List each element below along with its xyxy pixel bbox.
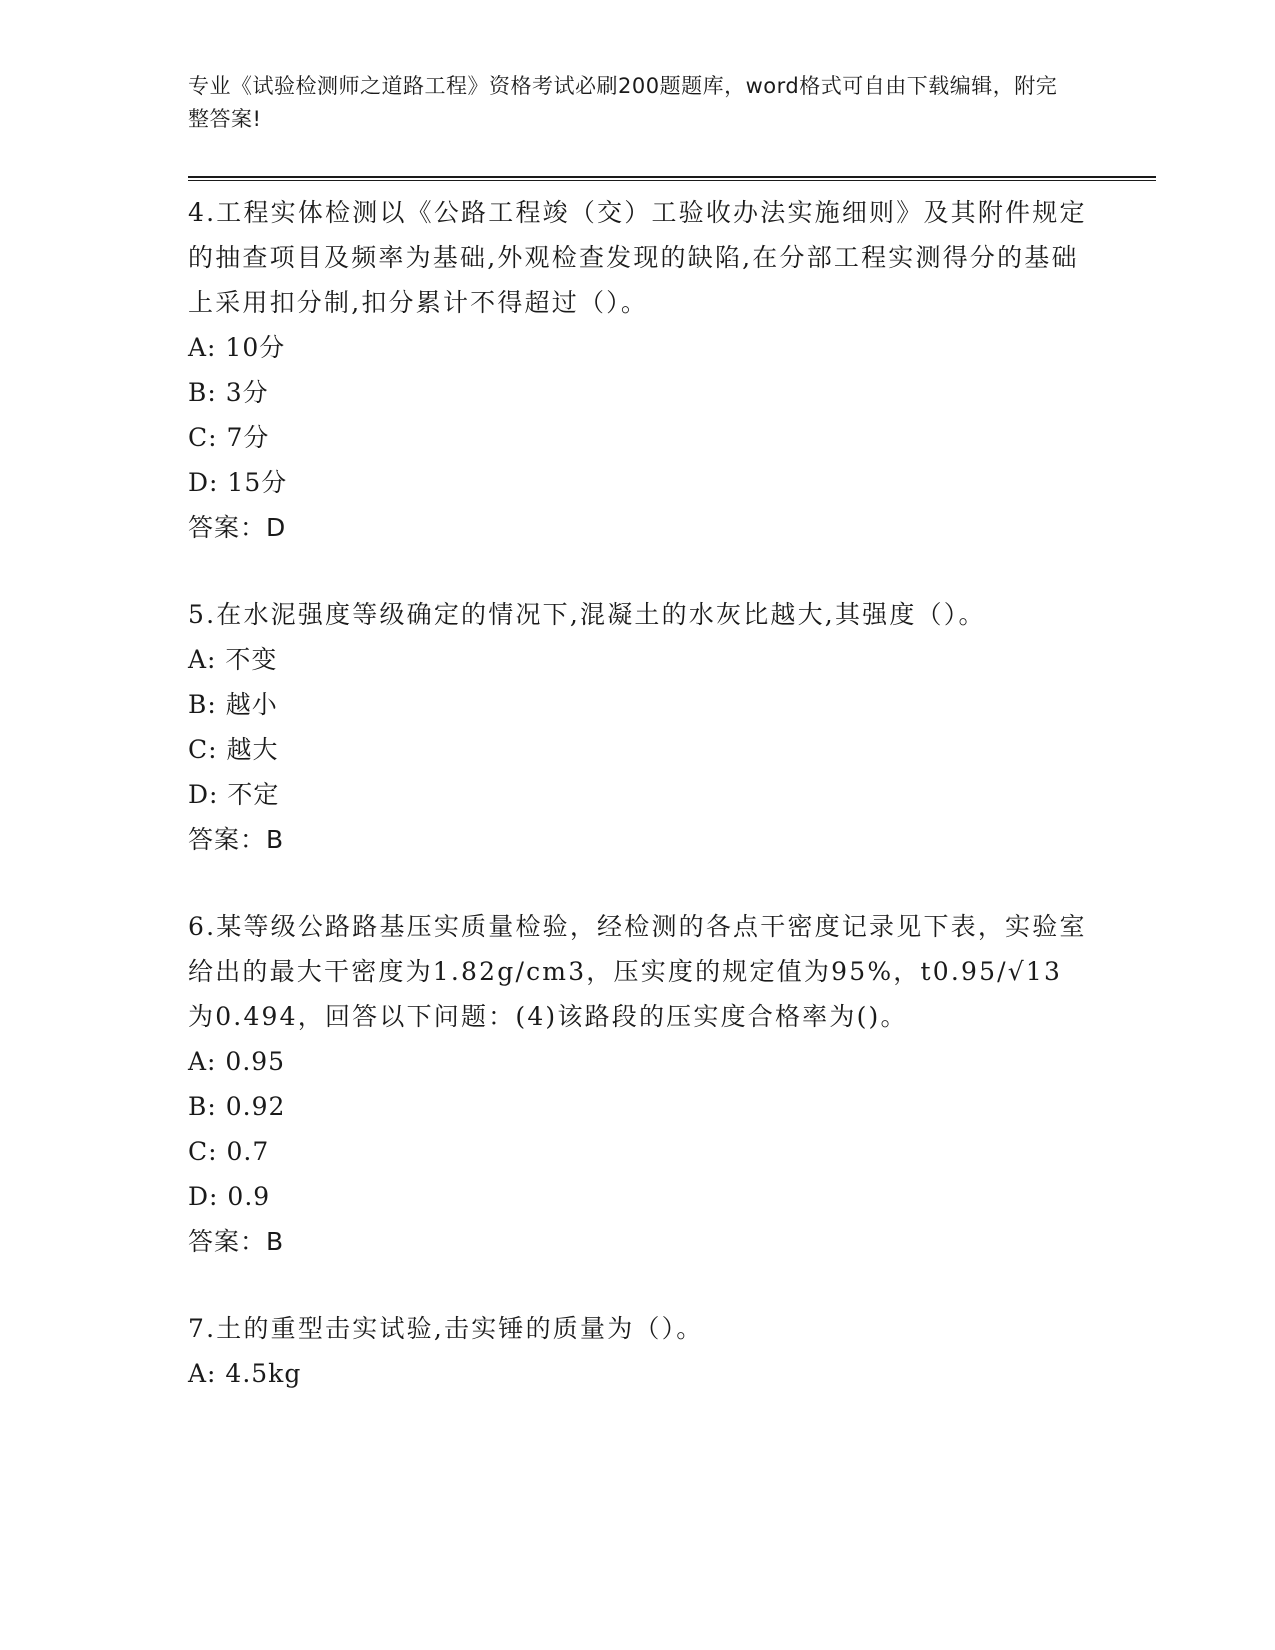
option-d: D: 0.9 bbox=[188, 1182, 271, 1211]
answer-line: 答案：B bbox=[188, 825, 285, 854]
option-c: C: 0.7 bbox=[188, 1137, 270, 1166]
option-b: B: 3分 bbox=[188, 378, 269, 407]
question-stem: 5.在水泥强度等级确定的情况下,混凝土的水灰比越大,其强度（）。 bbox=[188, 600, 986, 629]
header-divider bbox=[188, 176, 1156, 181]
option-a: A: 4.5kg bbox=[188, 1359, 302, 1388]
option-c: C: 越大 bbox=[188, 735, 279, 764]
question-item-6 bbox=[188, 904, 1088, 1264]
question-list bbox=[188, 190, 1088, 1438]
document-header-text: 专业《试验检测师之道路工程》资格考试必刷200题题库，word格式可自由下载编辑，附完整答案! bbox=[188, 74, 1058, 131]
option-a: A: 10分 bbox=[188, 333, 286, 362]
answer-line: 答案：B bbox=[188, 1227, 285, 1256]
question-stem: 6.某等级公路路基压实质量检验，经检测的各点干密度记录见下表，实验室给出的最大干密度为1.82g/cm3，压实度的规定值为95%，t0.95/√13为0.494，回答以下问题：(4)该路段的压实度合格率为()。 bbox=[188, 912, 1087, 1031]
answer-line: 答案：D bbox=[188, 513, 287, 542]
option-a: A: 不变 bbox=[188, 645, 278, 674]
option-a: A: 0.95 bbox=[188, 1047, 286, 1076]
option-b: B: 0.92 bbox=[188, 1092, 286, 1121]
question-stem: 7.土的重型击实试验,击实锤的质量为（）。 bbox=[188, 1314, 704, 1343]
option-b: B: 越小 bbox=[188, 690, 278, 719]
option-d: D: 不定 bbox=[188, 780, 280, 809]
question-stem: 4.工程实体检测以《公路工程竣（交）工验收办法实施细则》及其附件规定的抽查项目及频率为基础,外观检查发现的缺陷,在分部工程实测得分的基础上采用扣分制,扣分累计不得超过（）。 bbox=[188, 198, 1087, 317]
question-item-4 bbox=[188, 190, 1088, 550]
option-c: C: 7分 bbox=[188, 423, 270, 452]
question-item-5 bbox=[188, 592, 1088, 862]
question-item-7 bbox=[188, 1306, 1088, 1396]
option-d: D: 15分 bbox=[188, 468, 288, 497]
